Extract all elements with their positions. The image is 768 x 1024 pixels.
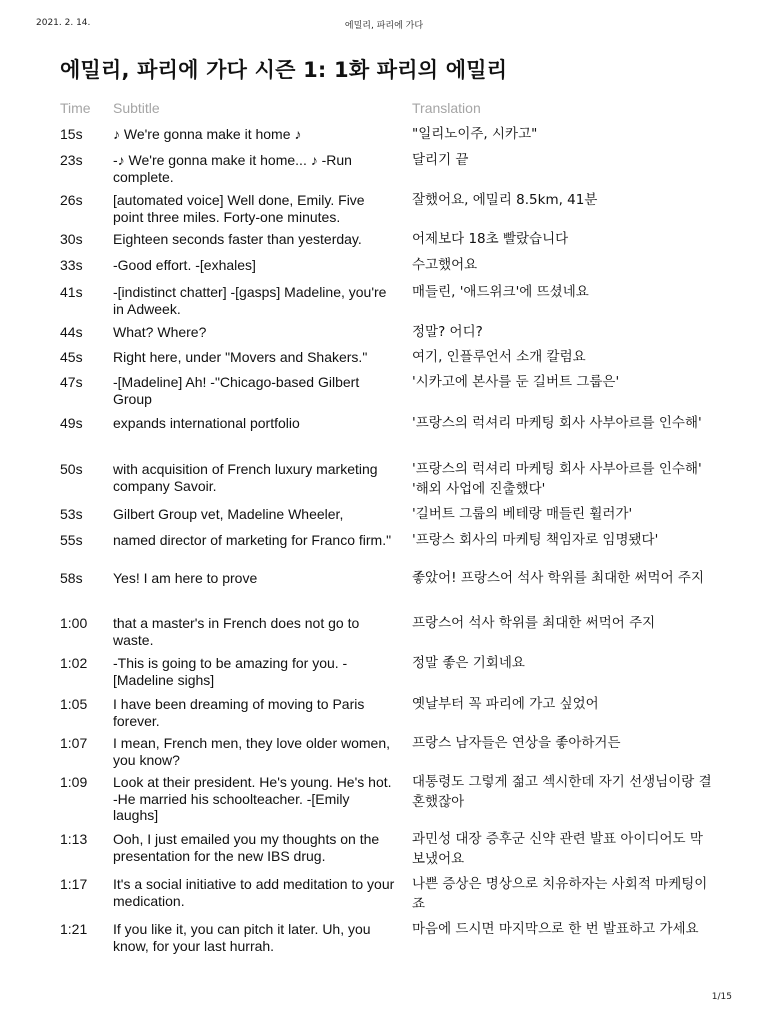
row-translation: 옛날부터 꼭 파리에 가고 싶었어 <box>412 696 599 712</box>
row-time: 41s <box>60 284 83 300</box>
row-time: 45s <box>60 349 83 365</box>
row-subtitle: Right here, under "Movers and Shakers." <box>113 349 368 365</box>
row-time: 33s <box>60 257 83 273</box>
row-subtitle: named director of marketing for Franco firm." <box>113 532 392 548</box>
table-row <box>60 876 720 921</box>
row-translation: '길버트 그룹의 베테랑 매들린 휠러가' <box>412 506 633 522</box>
row-time: 1:07 <box>60 735 88 751</box>
row-translation: 나쁜 증상은 명상으로 치유하자는 사회적 마케팅이죠 <box>412 876 708 912</box>
row-subtitle: [automated voice] Well done, Emily. Five point three miles. Forty-one minutes. <box>113 192 365 225</box>
row-subtitle: If you like it, you can pitch it later. Uh, you know, for your last hurrah. <box>113 921 371 954</box>
row-translation: 매들린, '애드위크'에 뜨셨네요 <box>412 284 589 300</box>
row-subtitle: ♪ We're gonna make it home ♪ <box>113 126 302 142</box>
row-translation: 과민성 대장 증후군 신약 관련 발표 아이디어도 막 보냈어요 <box>412 831 703 867</box>
table-row <box>60 324 720 349</box>
row-time: 1:05 <box>60 696 88 712</box>
table-row <box>60 349 720 374</box>
table-row <box>60 615 720 655</box>
row-translation: 여기, 인플루언서 소개 칼럼요 <box>412 349 586 365</box>
row-subtitle: Eighteen seconds faster than yesterday. <box>113 231 362 247</box>
table-row <box>60 921 720 966</box>
table-row <box>60 506 720 532</box>
table-row <box>60 126 720 152</box>
column-header-subtitle: Subtitle <box>113 100 160 116</box>
row-subtitle: -Good effort. -[exhales] <box>113 257 256 273</box>
print-header <box>36 18 732 32</box>
column-header-time: Time <box>60 100 91 116</box>
table-row <box>60 655 720 696</box>
row-time: 1:00 <box>60 615 88 631</box>
row-translation: 정말? 어디? <box>412 324 483 340</box>
table-row <box>60 461 720 506</box>
row-time: 1:02 <box>60 655 88 671</box>
row-time: 26s <box>60 192 83 208</box>
table-row <box>60 231 720 257</box>
print-doc-title: 에밀리, 파리에 가다 <box>344 21 424 31</box>
table-row <box>60 570 720 615</box>
row-time: 58s <box>60 570 83 586</box>
row-translation: 어제보다 18초 빨랐습니다 <box>412 231 569 247</box>
column-header-translation: Translation <box>412 100 481 116</box>
row-time: 47s <box>60 374 83 390</box>
row-time: 1:13 <box>60 831 88 847</box>
row-translation: '프랑스의 럭셔리 마케팅 회사 사부아르를 인수해' '해외 사업에 진출했다' <box>412 461 702 497</box>
row-translation: 대통령도 그렇게 젊고 섹시한데 자기 선생님이랑 결혼했잖아 <box>412 774 712 810</box>
row-time: 1:21 <box>60 921 88 937</box>
print-date: 2021. 2. 14. <box>36 18 91 28</box>
table-row <box>60 415 720 461</box>
table-row <box>60 735 720 774</box>
row-time: 30s <box>60 231 83 247</box>
table-row <box>60 831 720 876</box>
row-subtitle: Look at their president. He's young. He's hot. -He married his schoolteacher. -[Emily laughs] <box>113 774 392 823</box>
table-row <box>60 774 720 831</box>
row-subtitle: Yes! I am here to prove <box>113 570 258 586</box>
row-subtitle: I mean, French men, they love older women, you know? <box>113 735 391 768</box>
table-row <box>60 696 720 735</box>
row-time: 50s <box>60 461 83 477</box>
row-translation: 프랑스 남자들은 연상을 좋아하거든 <box>412 735 621 751</box>
row-time: 55s <box>60 532 83 548</box>
row-time: 15s <box>60 126 83 142</box>
table-row <box>60 374 720 415</box>
page-number: 1/15 <box>711 992 732 1002</box>
table-row <box>60 532 720 570</box>
row-translation: 프랑스어 석사 학위를 최대한 써먹어 주지 <box>412 615 656 631</box>
row-subtitle: -[indistinct chatter] -[gasps] Madeline, you're in Adweek. <box>113 284 387 317</box>
table-row <box>60 284 720 324</box>
row-subtitle: with acquisition of French luxury marketing company Savoir. <box>113 461 378 494</box>
row-translation: 정말 좋은 기회네요 <box>412 655 525 671</box>
table-header-row <box>60 100 720 126</box>
page-title: 에밀리, 파리에 가다 시즌 1: 1화 파리의 에밀리 <box>60 58 508 82</box>
row-time: 1:09 <box>60 774 88 790</box>
row-time: 53s <box>60 506 83 522</box>
row-translation: 마음에 드시면 마지막으로 한 번 발표하고 가세요 <box>412 921 699 937</box>
row-time: 44s <box>60 324 83 340</box>
row-subtitle: What? Where? <box>113 324 207 340</box>
row-subtitle: that a master's in French does not go to waste. <box>113 615 360 648</box>
row-translation: 좋았어! 프랑스어 석사 학위를 최대한 써먹어 주지 <box>412 570 704 586</box>
table-row <box>60 257 720 284</box>
row-subtitle: I have been dreaming of moving to Paris forever. <box>113 696 365 729</box>
row-time: 23s <box>60 152 83 168</box>
row-translation: 달리기 끝 <box>412 152 469 168</box>
row-subtitle: -♪ We're gonna make it home... ♪ -Run complete. <box>113 152 352 185</box>
row-translation: 수고했어요 <box>412 257 478 273</box>
row-subtitle: It's a social initiative to add meditation to your medication. <box>113 876 395 909</box>
table-row <box>60 152 720 192</box>
row-translation: 잘했어요, 에밀리 8.5km, 41분 <box>412 192 598 208</box>
row-translation: "일리노이주, 시카고" <box>412 126 538 142</box>
row-subtitle: Ooh, I just emailed you my thoughts on the presentation for the new IBS drug. <box>113 831 380 864</box>
row-translation: '프랑스의 럭셔리 마케팅 회사 사부아르를 인수해' <box>412 415 702 431</box>
row-time: 49s <box>60 415 83 431</box>
row-translation: '시카고에 본사를 둔 길버트 그룹은' <box>412 374 620 390</box>
row-time: 1:17 <box>60 876 88 892</box>
row-subtitle: Gilbert Group vet, Madeline Wheeler, <box>113 506 344 522</box>
row-subtitle: -[Madeline] Ah! -"Chicago-based Gilbert Group <box>113 374 360 407</box>
subtitle-table <box>60 100 720 966</box>
table-row <box>60 192 720 231</box>
row-translation: '프랑스 회사의 마케팅 책임자로 임명됐다' <box>412 532 659 548</box>
row-subtitle: expands international portfolio <box>113 415 300 431</box>
row-subtitle: -This is going to be amazing for you. -[Madeline sighs] <box>113 655 348 688</box>
